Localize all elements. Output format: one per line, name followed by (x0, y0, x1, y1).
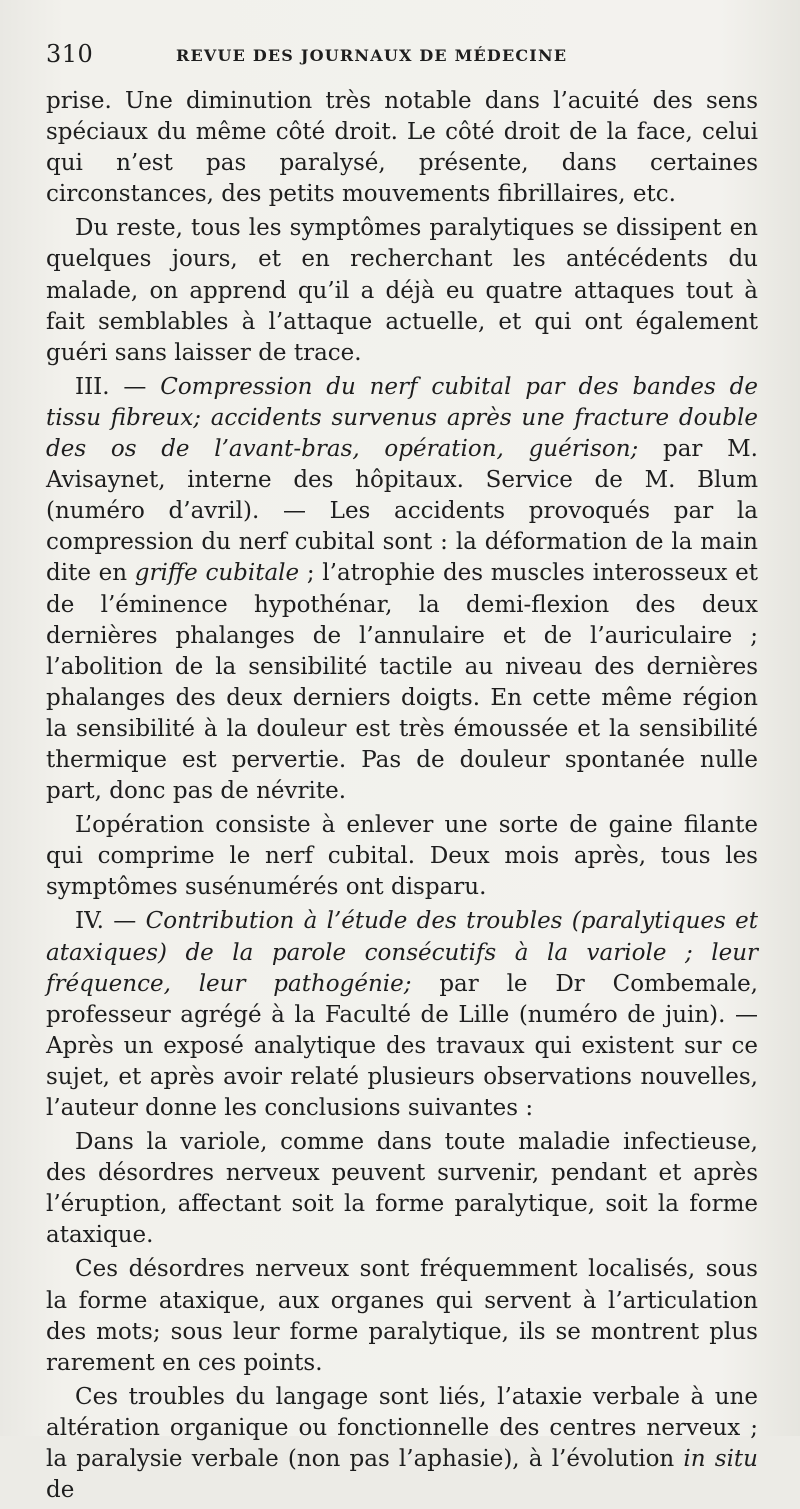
text-run: par le Dr Combemale, professeur agrégé à la Faculté de Lille (numéro de juin). — Après un exposé analytique des travaux qui existent sur ce sujet, et après avoir relaté plusieurs observations nouvelles, l’auteur donne les conclusions suivantes : (46, 970, 758, 1121)
paragraph (46, 213, 758, 368)
text-run: prise. Une diminution très notable dans l’acuité des sens spéciaux du même côté droit. Le côté droit de la face, celui qui n’est pas paralysé, présente, dans certaines circonstances, des petits mouvements fibrillaires, etc. (46, 88, 758, 208)
italic-text-run: Contribution à l’étude des troubles (paralytiques et ataxiques) de la parole consécutifs à la variole ; leur fréquence, leur pathogénie; (46, 908, 759, 997)
italic-text-run: Compression du nerf cubital par des bandes de tissu fibreux; accidents survenus après une fracture double des os de l’avant-bras, opération, guérison; (46, 373, 758, 463)
text-run: Dans la variole, comme dans toute maladie infectieuse, des désordres nerveux peuvent survenir, pendant et après l’éruption, affectant soit la forme paralytique, soit la forme ataxique. (46, 1129, 758, 1249)
text-run: Du reste, tous les symptômes paralytiques se dissipent en quelques jours, et en recherchant les antécédents du malade, on apprend qu’il a déjà eu quatre attaques tout à fait semblables à l’attaque actuelle, et qui ont également guéri sans laisser de trace. (46, 215, 758, 366)
italic-text-run: in situ (683, 1446, 758, 1473)
page-header (46, 40, 760, 72)
paragraph (46, 1127, 758, 1251)
paragraph (46, 810, 758, 903)
text-run: IV. — (75, 908, 146, 935)
italic-text-run: griffe cubitale (134, 560, 300, 587)
text-run: III. — (75, 373, 161, 400)
paragraph (46, 906, 758, 1124)
text-run: Ces désordres nerveux sont fréquemment localisés, sous la forme ataxique, aux organes qui servent à l’articulation des mots; sous leur forme paralytique, ils se montrent plus rarement en ces points. (46, 1256, 758, 1376)
article-body (46, 86, 758, 1509)
paragraph (46, 86, 758, 210)
paragraph (46, 1382, 758, 1506)
running-title: REVUE DES JOURNAUX DE MÉDECINE (176, 46, 568, 65)
text-run: Ces troubles du langage sont liés, l’ataxie verbale à une altération organique ou fonctionnelle des centres nerveux ; la paralysie verbale (non pas l’aphasie), à l’évolution (46, 1383, 758, 1473)
page-number: 310 (46, 40, 94, 68)
paragraph (46, 372, 758, 807)
text-run: ; l’atrophie des muscles interosseux et de l’éminence hypothénar, la demi-flexion des deux dernières phalanges de l’annulaire et de l’auriculaire ; l’abolition de la sensibilité tactile au niveau des dernières phalanges des deux derniers doigts. En cette même région la sensibilité à la douleur est très émoussée et la sensibilité thermique est pervertie. Pas de douleur spontanée nulle part, donc pas de névrite. (46, 560, 758, 805)
text-run: de (46, 1477, 75, 1504)
paragraph (46, 1254, 758, 1378)
text-run: par M. Avisaynet, interne des hôpitaux. Service de M. Blum (numéro d’avril). — Les accidents provoqués par la compression du nerf cubital sont : la déformation de la main dite en (46, 436, 758, 587)
text-run: L’opération consiste à enlever une sorte de gaine filante qui comprime le nerf cubital. Deux mois après, tous les symptômes susénumérés ont disparu. (46, 812, 758, 901)
